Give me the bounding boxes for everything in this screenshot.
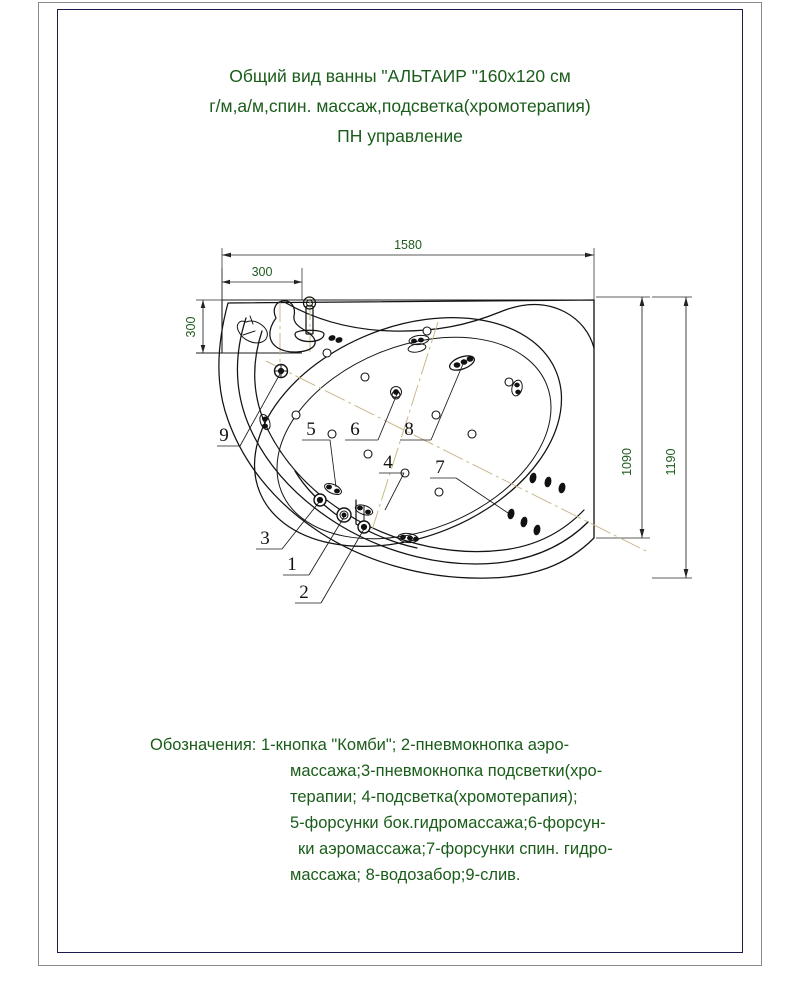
title-line-2: г/м,а/м,спин. массаж,подсветка(хромотерапия) xyxy=(209,96,591,116)
callout-8 xyxy=(400,364,463,440)
aero-massage-jets xyxy=(292,327,513,496)
dimension-overall-height xyxy=(652,297,692,578)
back-hydro-jets xyxy=(507,472,566,535)
callout-label-1: 1 xyxy=(287,554,297,575)
dimension-label-300-height: 300 xyxy=(184,316,198,338)
legend-line-2: массажа;3-пневмокнопка подсветки(хро- xyxy=(290,762,603,780)
callout-label-5: 5 xyxy=(306,419,316,440)
title-line-3: ПН управление xyxy=(337,126,463,146)
callout-7 xyxy=(430,457,508,513)
callout-label-7: 7 xyxy=(435,457,445,478)
title-line-1: Общий вид ванны "АЛЬТАИР "160х120 см xyxy=(229,66,571,86)
dimension-label-1190: 1190 xyxy=(664,448,678,476)
callout-4 xyxy=(379,452,404,510)
callout-9 xyxy=(217,372,281,446)
dimension-overall-width xyxy=(222,238,594,300)
legend-line-3: терапии; 4-подсветка(хромотерапия); xyxy=(290,788,578,806)
callout-6 xyxy=(345,394,397,440)
dimension-label-1090: 1090 xyxy=(620,448,634,476)
callout-label-8: 8 xyxy=(404,419,414,440)
callout-label-4: 4 xyxy=(383,452,393,473)
legend-line-6: массажа; 8-водозабор;9-слив. xyxy=(290,866,521,884)
dimension-offset-width xyxy=(222,265,302,300)
callout-5 xyxy=(302,419,336,487)
legend-line-1: Обозначения: 1-кнопка "Комби"; 2-пневмокнопка аэро- xyxy=(150,736,570,754)
title-block xyxy=(209,66,590,146)
callout-label-9: 9 xyxy=(219,425,229,446)
dimension-label-300-width: 300 xyxy=(251,265,273,279)
dimension-inner-height xyxy=(596,297,650,538)
callout-label-2: 2 xyxy=(299,582,309,603)
callout-label-6: 6 xyxy=(350,419,360,440)
callout-label-3: 3 xyxy=(260,528,270,549)
dimension-label-1580: 1580 xyxy=(394,238,422,252)
bath-bounding-box xyxy=(196,300,594,538)
legend-line-4: 5-форсунки бок.гидромассажа;6-форсун- xyxy=(290,814,606,832)
water-intake xyxy=(448,353,477,373)
callout-2 xyxy=(295,529,364,603)
side-hydro-jets xyxy=(258,334,524,543)
drain-outlet xyxy=(275,365,288,378)
legend-line-5: ки аэромассажа;7-форсунки спин. гидро- xyxy=(298,840,613,858)
legend-block xyxy=(150,736,613,884)
